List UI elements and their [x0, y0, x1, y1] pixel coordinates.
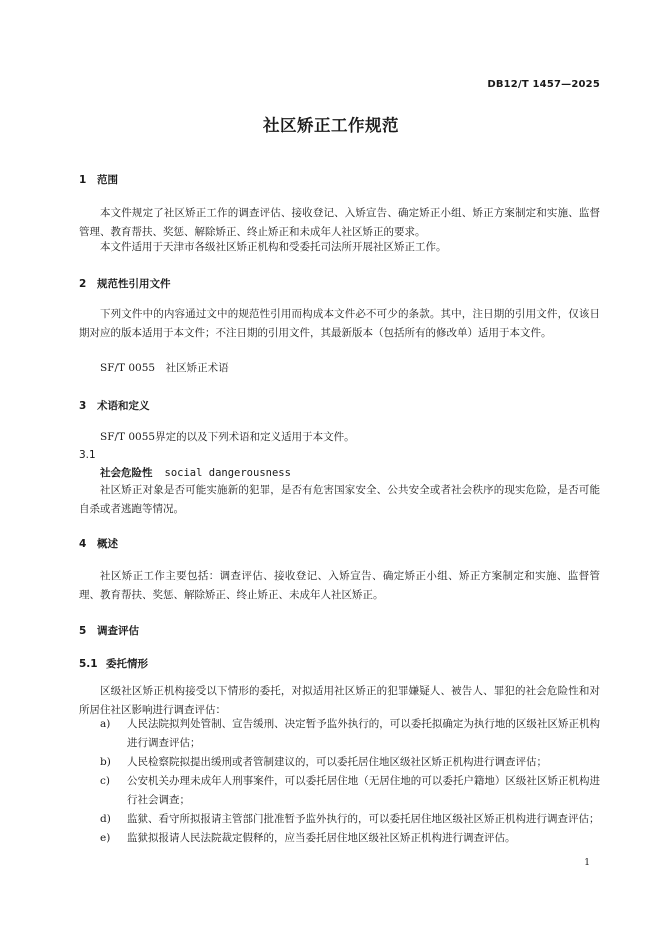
- delegation-list: [100, 715, 600, 848]
- list-text: 人民法院拟判处管制、宣告缓刑、决定暂予监外执行的，可以委托拟确定为执行地的区级社区矫正机构进行调查评估；: [127, 718, 600, 749]
- subsection-title: 委托情形: [106, 658, 148, 670]
- page-number: 1: [584, 858, 590, 868]
- section-title: 概述: [97, 538, 118, 550]
- section-4-paragraph-1: 社区矫正工作主要包括：调查评估、接收登记、入矫宣告、确定矫正小组、矫正方案制定和实施、监督管理、教育帮扶、奖惩、解除矫正、终止矫正、未成年人社区矫正。: [79, 570, 600, 601]
- section-2-paragraph-1: 下列文件中的内容通过文中的规范性引用而构成本文件必不可少的条款。其中，注日期的引用文件，仅该日期对应的版本适用于本文件；不注日期的引用文件，其最新版本（包括所有的修改单）适用于本文件。: [79, 308, 600, 339]
- section-title: 调查评估: [97, 625, 139, 637]
- list-item: [100, 810, 600, 829]
- term-chinese: 社会危险性: [100, 467, 153, 479]
- normative-reference: SF/T 0055 社区矫正术语: [100, 362, 229, 374]
- term-definition: 社区矫正对象是否可能实施新的犯罪，是否有危害国家安全、公共安全或者社会秩序的现实危险，是否可能自杀或者逃跑等情况。: [79, 484, 600, 515]
- section-5-1-heading: [79, 656, 148, 671]
- list-text: 监狱拟报请人民法院裁定假释的，应当委托居住地区级社区矫正机构进行调查评估。: [127, 832, 516, 844]
- document-code: DB12/T 1457—2025: [487, 79, 600, 90]
- list-marker: d): [100, 813, 111, 825]
- list-marker: a): [100, 718, 111, 730]
- section-title: 规范性引用文件: [97, 278, 171, 290]
- section-number: 4: [79, 538, 87, 550]
- section-number: 1: [79, 174, 87, 186]
- section-5-1-paragraph-1: 区级社区矫正机构接受以下情形的委托，对拟适用社区矫正的犯罪嫌疑人、被告人、罪犯的社会危险性和对所居住社区影响进行调查评估：: [79, 685, 600, 716]
- list-marker: b): [100, 756, 111, 768]
- list-marker: e): [100, 832, 111, 844]
- list-item: [100, 829, 600, 848]
- section-title: 范围: [97, 174, 118, 186]
- section-5-heading: [79, 623, 139, 638]
- section-number: 5: [79, 625, 87, 637]
- list-item: [100, 772, 600, 810]
- term-entry: [100, 465, 291, 480]
- list-text: 监狱、看守所拟报请主管部门批准暂予监外执行的，可以委托居住地区级社区矫正机构进行调查评估；: [127, 813, 600, 825]
- document-title: 社区矫正工作规范: [263, 116, 399, 135]
- subsection-number: 5.1: [79, 658, 98, 670]
- section-1-paragraph-2: 本文件适用于天津市各级社区矫正机构和受委托司法所开展社区矫正工作。: [100, 241, 447, 253]
- section-4-heading: [79, 536, 118, 551]
- section-title: 术语和定义: [97, 400, 150, 412]
- section-number: 2: [79, 278, 87, 290]
- list-text: 公安机关办理未成年人刑事案件，可以委托居住地（无居住地的可以委托户籍地）区级社区矫正机构进行社会调查；: [127, 775, 600, 806]
- list-item: [100, 715, 600, 753]
- section-3-paragraph-1: SF/T 0055界定的以及下列术语和定义适用于本文件。: [100, 431, 355, 443]
- section-1-paragraph-1: 本文件规定了社区矫正工作的调查评估、接收登记、入矫宣告、确定矫正小组、矫正方案制定和实施、监督管理、教育帮扶、奖惩、解除矫正、终止矫正和未成年人社区矫正的要求。: [79, 207, 600, 238]
- section-2-heading: [79, 276, 171, 291]
- list-text: 人民检察院拟提出缓刑或者管制建议的，可以委托居住地区级社区矫正机构进行调查评估；: [127, 756, 547, 768]
- section-1-heading: [79, 172, 118, 187]
- term-english: social dangerousness: [164, 467, 291, 479]
- section-3-heading: [79, 398, 150, 413]
- term-number: 3.1: [79, 449, 96, 461]
- list-item: [100, 753, 600, 772]
- list-marker: c): [100, 775, 110, 787]
- section-number: 3: [79, 400, 87, 412]
